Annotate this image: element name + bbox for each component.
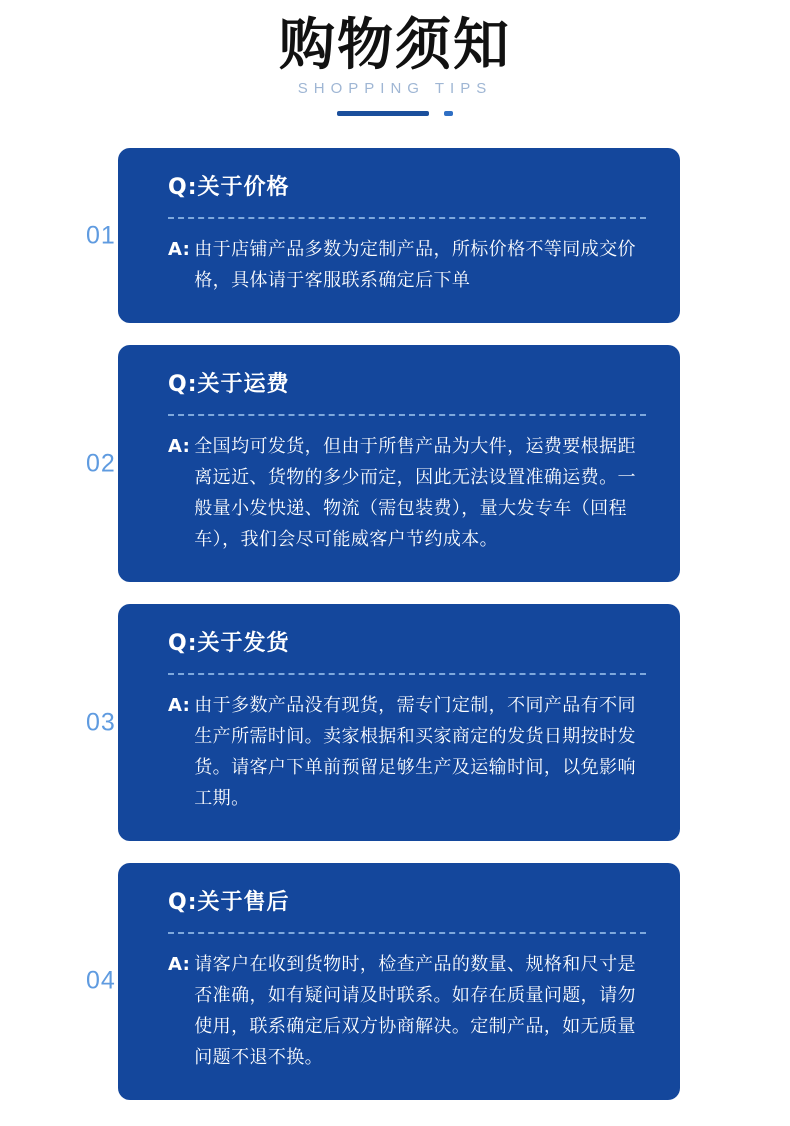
faq-answer-label: A: xyxy=(168,436,191,458)
faq-answer-row xyxy=(168,235,646,297)
faq-card xyxy=(118,345,680,582)
faq-index: 01 xyxy=(86,221,116,250)
list-item xyxy=(0,148,790,323)
page-title: 购物须知 xyxy=(279,13,511,78)
faq-question: Q:关于运费 xyxy=(168,372,290,398)
faq-question: Q:关于售后 xyxy=(168,889,290,915)
faq-answer-text: 全国均可发货，但由于所售产品为大件，运费要根据距离远近、货物的多少而定，因此无法设置准确运费。一般量小发快递、物流（需包装费），量大发专车（回程车），我们会尽可能威客户节约成本。 xyxy=(194,436,636,551)
faq-divider xyxy=(168,673,646,675)
faq-list xyxy=(0,148,790,1125)
page-subtitle: SHOPPING TIPS xyxy=(297,80,493,98)
faq-answer-text: 由于店铺产品多数为定制产品，所标价格不等同成交价格，具体请于客服联系确定后下单 xyxy=(194,239,636,292)
faq-answer-row xyxy=(168,691,646,815)
list-item xyxy=(0,863,790,1100)
faq-answer-row xyxy=(168,432,646,556)
faq-card xyxy=(118,148,680,323)
faq-divider xyxy=(168,414,646,416)
faq-card xyxy=(118,863,680,1100)
header-divider-dot xyxy=(444,111,453,116)
list-item xyxy=(0,345,790,582)
faq-answer-text: 请客户在收到货物时，检查产品的数量、规格和尺寸是否准确，如有疑问请及时联系。如存在质量问题，请勿使用，联系确定后双方协商解决。定制产品，如无质量问题不退不换。 xyxy=(194,953,636,1068)
faq-index: 04 xyxy=(86,966,116,995)
faq-answer-label: A: xyxy=(168,239,191,261)
faq-answer-text: 由于多数产品没有现货，需专门定制，不同产品有不同生产所需时间。卖家根据和买家商定的发货日期按时发货。请客户下单前预留足够生产及运输时间，以免影响工期。 xyxy=(194,695,636,809)
faq-index: 03 xyxy=(86,708,116,737)
faq-divider xyxy=(168,932,646,934)
faq-answer-label: A: xyxy=(168,953,191,975)
page-header xyxy=(0,0,790,116)
faq-index: 02 xyxy=(86,449,116,478)
faq-answer-row xyxy=(168,950,646,1074)
faq-question: Q:关于发货 xyxy=(168,631,290,657)
faq-answer-label: A: xyxy=(168,695,191,717)
header-divider-bar xyxy=(337,111,429,116)
faq-divider xyxy=(168,217,646,219)
faq-question: Q:关于价格 xyxy=(168,175,290,201)
faq-card xyxy=(118,604,680,841)
header-divider xyxy=(337,111,453,116)
list-item xyxy=(0,604,790,841)
